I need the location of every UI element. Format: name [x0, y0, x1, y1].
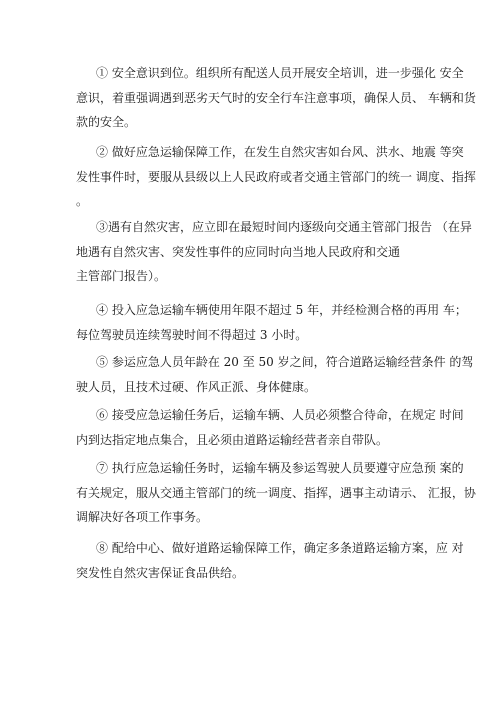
paragraph-line: 主管部门报告）。: [76, 269, 167, 283]
paragraph-line: 突发性自然灾害保证食品供给。: [76, 565, 245, 580]
paragraph-line: 有关规定，服从交通主管部门的统一调度、指挥，遇事主动请示、 汇报，协: [76, 485, 476, 500]
paragraph-line: ⑤ 参运应急人员年龄在 20 至 50 岁之间，符合道路运输经营条件 的驾: [96, 355, 474, 369]
paragraph-line: ① 安全意识到位。组织所有配送人员开展安全培训，进一步强化 安全: [96, 66, 464, 80]
paragraph-line: ⑧ 配给中心、做好道路运输保障工作，确定多条道路运输方案，应 对: [96, 541, 464, 555]
paragraph-line: 内到达指定地点集合，且必须由道路运输经营者亲自带队。: [76, 432, 389, 447]
paragraph-6: [76, 403, 464, 452]
paragraph-3: [76, 215, 472, 289]
paragraph-line: ⑦ 执行应急运输任务时，运输车辆及参运驾驶人员要遵守应急预 案的: [96, 461, 464, 475]
paragraph-line: 发性事件时，要服从县级以上人民政府或者交通主管部门的统一 调度、指挥: [76, 169, 476, 184]
paragraph-line: ⑥ 接受应急运输任务后，运输车辆、人员必须整合待命，在规定 时间: [96, 408, 464, 422]
paragraph-line: 款的安全。: [76, 115, 137, 129]
paragraph-line: ② 做好应急运输保障工作，在发生自然灾害如台风、洪水、地震 等突: [96, 145, 464, 159]
paragraph-line: ④ 投入应急运输车辆使用年限不超过 5 年，并经检测合格的再用 车；: [96, 303, 467, 317]
paragraph-2: [76, 140, 476, 214]
paragraph-line: 意识，着重强调遇到恶劣天气时的安全行车注意事项，确保人员、 车辆和货: [76, 90, 476, 105]
paragraph-line: 调解决好各项工作事务。: [76, 510, 209, 524]
paragraph-5: [76, 350, 474, 399]
paragraph-line: 驶人员，且技术过硬、作风正派、身体健康。: [76, 379, 317, 394]
paragraph-line: ③遇有自然灾害，应立即在最短时间内逐级向交通主管部门报告 （在异: [96, 220, 472, 234]
paragraph-line: 每位驾驶员连续驾驶时间不得超过 3 小时。: [76, 327, 308, 342]
paragraph-7: [76, 456, 476, 530]
paragraph-line: 。: [76, 194, 89, 208]
paragraph-1: [76, 61, 476, 135]
paragraph-8: [76, 536, 464, 585]
paragraph-4: [76, 298, 467, 347]
paragraph-line: 地遇有自然灾害、突发性事件的应同时向当地人民政府和交通: [76, 244, 401, 259]
